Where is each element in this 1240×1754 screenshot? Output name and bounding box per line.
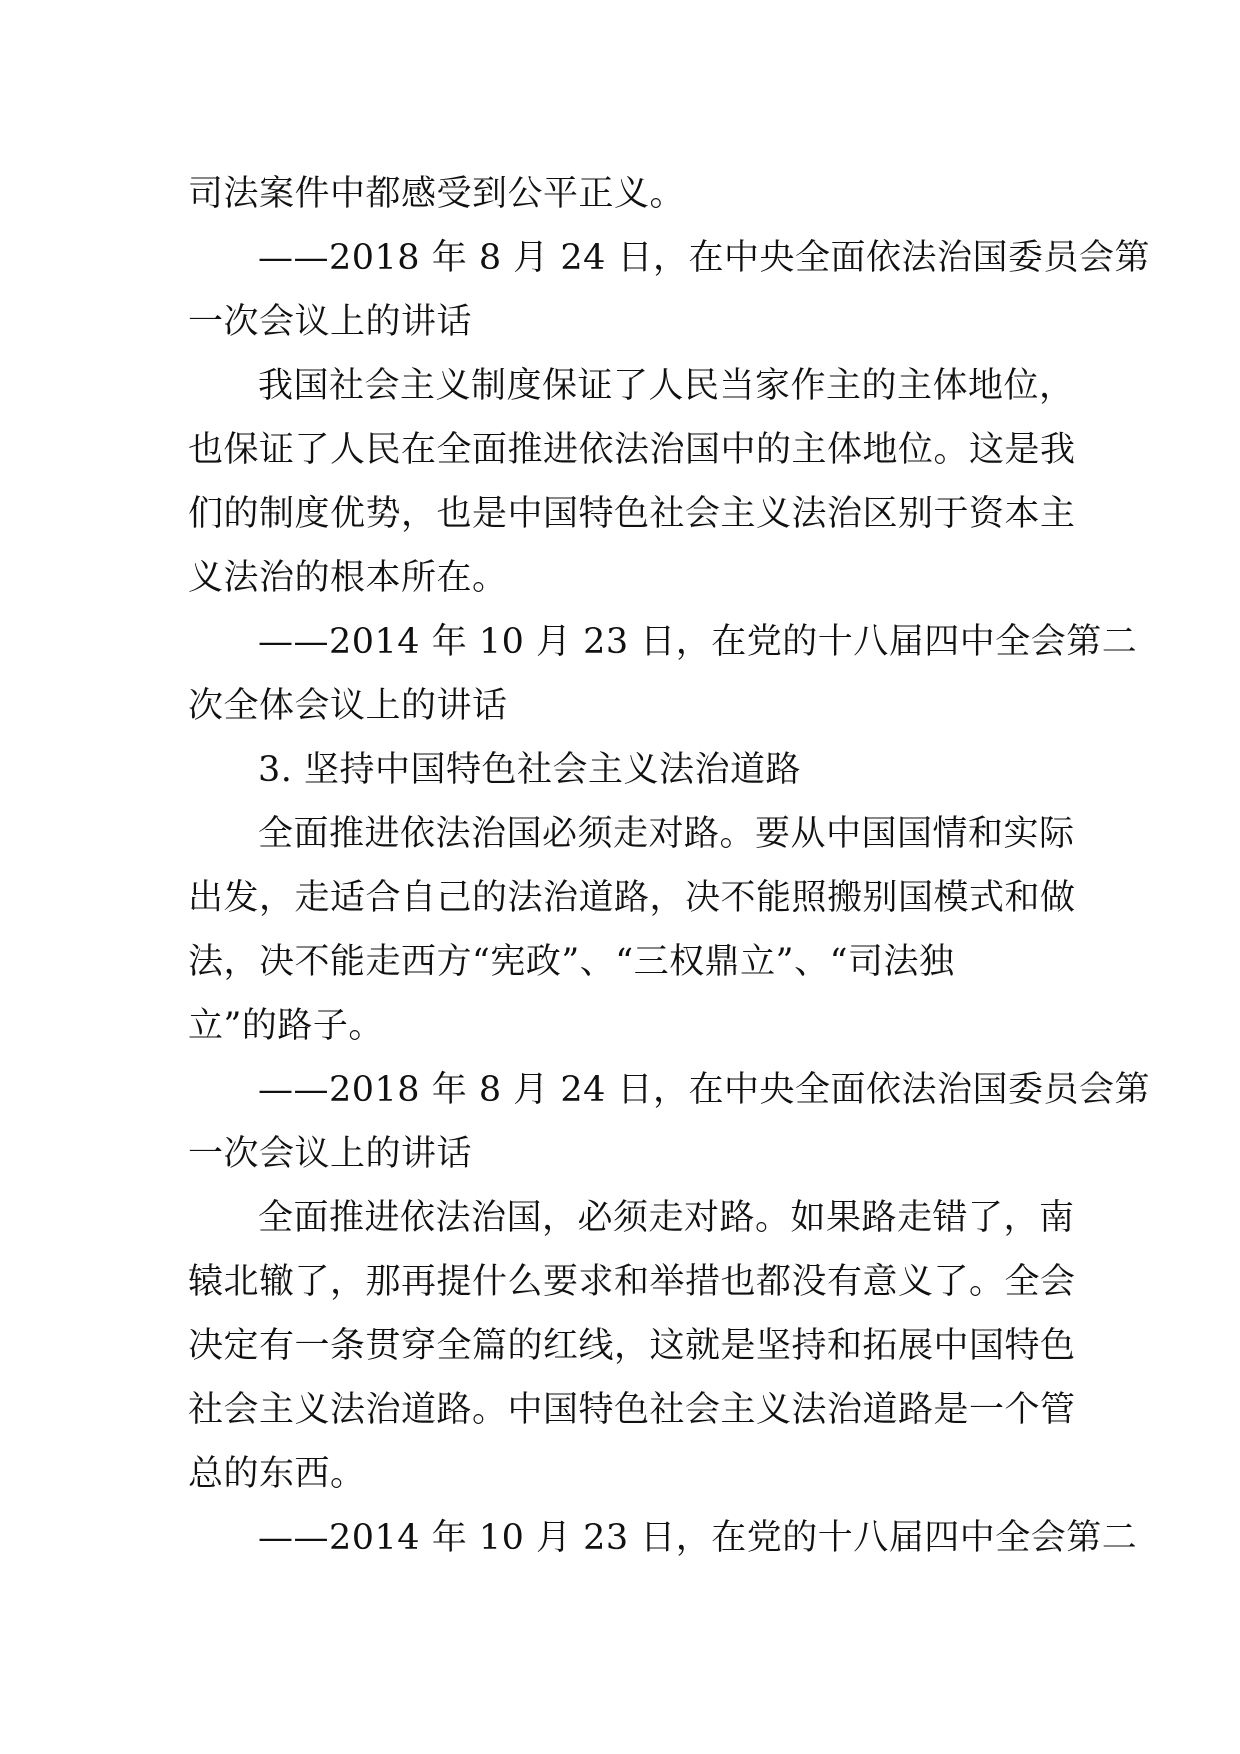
text-line: 总的东西。 <box>188 1454 366 1494</box>
text-line: 次全体会议上的讲话 <box>188 686 508 726</box>
text-line: 法，决不能走西方“宪政”、“三权鼎立”、“司法独 <box>188 942 955 982</box>
body-paragraph <box>188 162 1060 226</box>
text-line: 辕北辙了，那再提什么要求和举措也都没有意义了。全会 <box>188 1262 1076 1302</box>
body-paragraph <box>188 802 1076 1058</box>
text-line: 全面推进依法治国，必须走对路。如果路走错了，南 <box>258 1198 1075 1238</box>
text-line: 决定有一条贯穿全篇的红线，这就是坚持和拓展中国特色 <box>188 1326 1076 1366</box>
source-citation <box>188 226 1151 354</box>
text-line: 司法案件中都感受到公平正义。 <box>188 174 686 214</box>
text-line: ——2014 年 10 月 23 日，在党的十八届四中全会第二 <box>258 1518 1138 1558</box>
text-line: 全面推进依法治国必须走对路。要从中国国情和实际 <box>258 814 1075 854</box>
text-line: ——2014 年 10 月 23 日，在党的十八届四中全会第二 <box>258 622 1138 662</box>
text-line: ——2018 年 8 月 24 日，在中央全面依法治国委员会第 <box>258 238 1151 278</box>
document-body <box>188 162 1151 1570</box>
text-line: 社会主义法治道路。中国特色社会主义法治道路是一个管 <box>188 1390 1076 1430</box>
source-citation <box>188 1506 1138 1570</box>
section-heading <box>188 738 1060 802</box>
source-citation <box>188 1058 1151 1186</box>
body-paragraph <box>188 354 1076 610</box>
source-citation <box>188 610 1138 738</box>
text-line: 义法治的根本所在。 <box>188 558 508 598</box>
text-line: 3. 坚持中国特色社会主义法治道路 <box>258 750 802 790</box>
text-line: ——2018 年 8 月 24 日，在中央全面依法治国委员会第 <box>258 1070 1151 1110</box>
text-line: 也保证了人民在全面推进依法治国中的主体地位。这是我 <box>188 430 1076 470</box>
text-line: 一次会议上的讲话 <box>188 302 473 342</box>
text-line: 我国社会主义制度保证了人民当家作主的主体地位， <box>258 366 1075 406</box>
text-line: 立”的路子。 <box>188 1006 384 1046</box>
text-line: 一次会议上的讲话 <box>188 1134 473 1174</box>
text-line: 们的制度优势，也是中国特色社会主义法治区别于资本主 <box>188 494 1076 534</box>
body-paragraph <box>188 1186 1076 1506</box>
text-line: 出发，走适合自己的法治道路，决不能照搬别国模式和做 <box>188 878 1076 918</box>
